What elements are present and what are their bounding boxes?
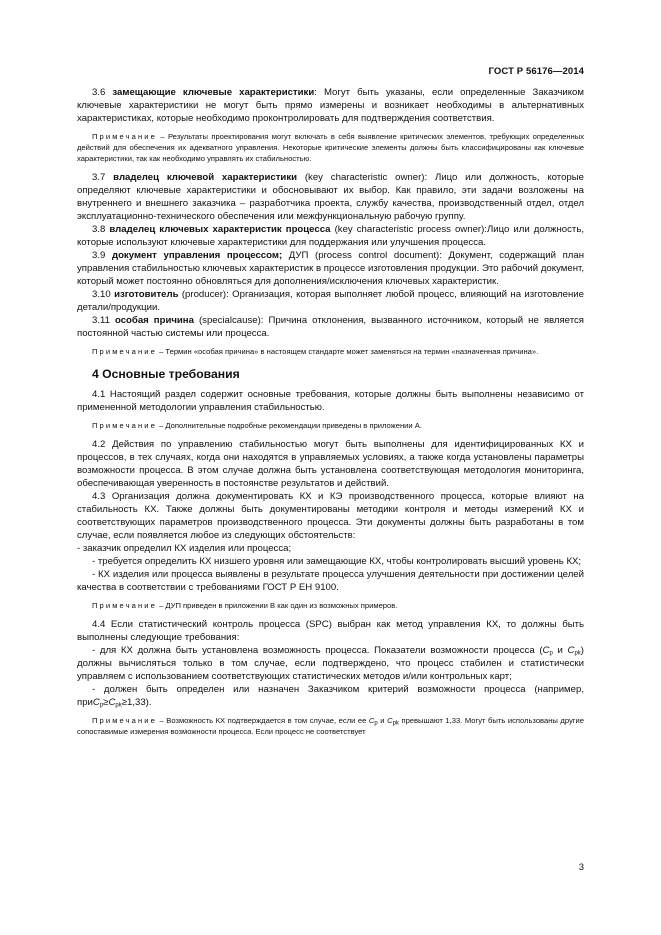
clause-4-4: 4.4 Если статистический контроль процесса (SPC) выбран как метод управления КХ, то должны быть выполнены следующие требования: [77,619,584,643]
list-item: - КХ изделия или процесса выявлены в результате процесса улучшения деятельности при достижении целей качества в соответствии с требованиями ГОСТ Р ЕН 9100. [77,569,584,593]
note-1: Примечание – Результаты проектирования могут включать в себя выявление критических элементов, требующих определенных действий для обеспечения их адекватного управления. Некоторые критические элементы должны быть классифицированы как ключевые характеристики, так как необходимо управлять их стабильностью. [77,132,584,163]
document-body [77,86,584,744]
document-header: ГОСТ Р 56176—2014 [488,66,584,77]
clause-4-2: 4.2 Действия по управлению стабильностью могут быть выполнены для идентифицированных КХ и процессов, в тех случаях, когда они находятся в управляемых условиях, а также когда установлены параметры возможности процесса. В этом случае должна быть установлена соответствующая методология мониторинга, обеспечивающая уверенность в постоянстве результатов и действий. [77,439,584,489]
note-label: Примечание [92,347,157,356]
note-3: Примечание – Дополнительные подробные рекомендации приведены в приложении А. [92,421,422,430]
page-number: 3 [578,862,584,873]
clause-3-8: 3.8 владелец ключевых характеристик процесса (key characteristic process owner):Лицо или должность, которые используют ключевые характеристики для поддержания или улучшения процесса. [77,224,584,248]
term: документ управления процессом; [111,250,283,261]
list-item: - заказчик определил КХ изделия или процесса; [77,543,292,554]
note-label: Примечание [92,421,157,430]
section-4-title: 4 Основные требования [92,367,240,381]
note-5: Примечание – Возможность КХ подтверждается в том случае, если ее $C_p$ и $C_{pk}$ превышают 1,33. Могут быть использованы другие сопоставимые измерения возможности процесса. Если процесс не соответствует [77,716,585,736]
clause-3-9: 3.9 документ управления процессом; ДУП (process control document): Документ, содержащий план управления стабильностью ключевых характеристик в процессе изготовления продукции. Это рабочий документ, который может постоянно обновляться для дополнения/исключения ключевых характеристик. [77,250,585,287]
note-label: Примечание [92,601,157,610]
term: особая причина [114,315,194,326]
term: изготовитель [114,289,179,300]
note-label: Примечание [92,716,157,725]
clause-3-11: 3.11 особая причина (specialcause): Причина отклонения, вызванного источником, который не является постоянной частью системы или процесса. [77,315,584,339]
note-2: Примечание – Термин «особая причина» в настоящем стандарте может заменяться на термин «назначенная причина». [92,347,539,356]
term: владелец ключевых характеристик процесса [109,224,331,235]
term: замещающие ключевые характеристики [112,87,315,98]
note-label: Примечание [92,132,157,141]
term: владелец ключевой характеристики [113,172,298,183]
list-item: - должен быть определен или назначен Заказчиком критерий возможности процесса (например, $приC_p\ge C_{pk}\ge 1,33$). [77,684,584,709]
clause-3-6: 3.6 замещающие ключевые характеристики: Могут быть указаны, если определенные Заказчиком ключевые характеристики не могут быть прямо измерены и возникает необходимы в альтернативных характеристиках, которые необходимо проконтролировать для подтверждения соответствия. [77,87,584,124]
list-item: - требуется определить КХ низшего уровня или замещающие КХ, чтобы контролировать высший уровень КХ; [92,556,582,567]
note-4: Примечание – ДУП приведен в приложении В как один из возможных примеров. [92,601,398,610]
clause-3-7: 3.7 владелец ключевой характеристики (key characteristic owner): Лицо или должность, которые определяют ключевые характеристики и обосновывают их выбор. Как правило, эти задачи возложены на внутреннего и внешнего заказчика – разработчика проекта, службу качества, производственный отдел, отдел эксплуатационно-технического обеспечения или межфункциональную рабочую группу. [77,172,584,222]
clause-4-1: 4.1 Настоящий раздел содержит основные требования, которые должны быть выполнены независимо от примененной методологии управления стабильностью. [77,389,584,413]
list-item: - для КХ должна быть установлена возможность процесса. Показатели возможности процесса ($C_p$ и $C_{pk}$) должны вычисляться только в том случае, если подтверждено, что процесс стабилен и статистически управляем с использованием соответствующих статистических методов и/или контрольных карт; [77,645,584,682]
clause-4-3: 4.3 Организация должна документировать КХ и КЭ производственного процесса, которые влияют на стабильность КХ. Также должны быть документированы методики контроля и методы измерений КХ и соответствующих параметров производственного процесса. Эти документы должны быть разработаны в том случае, если появляется любое из следующих обстоятельств: [77,491,584,541]
clause-3-10: 3.10 изготовитель (producer): Организация, которая выполняет любой процесс, влияющий на изготовление детали/продукции. [77,289,585,313]
